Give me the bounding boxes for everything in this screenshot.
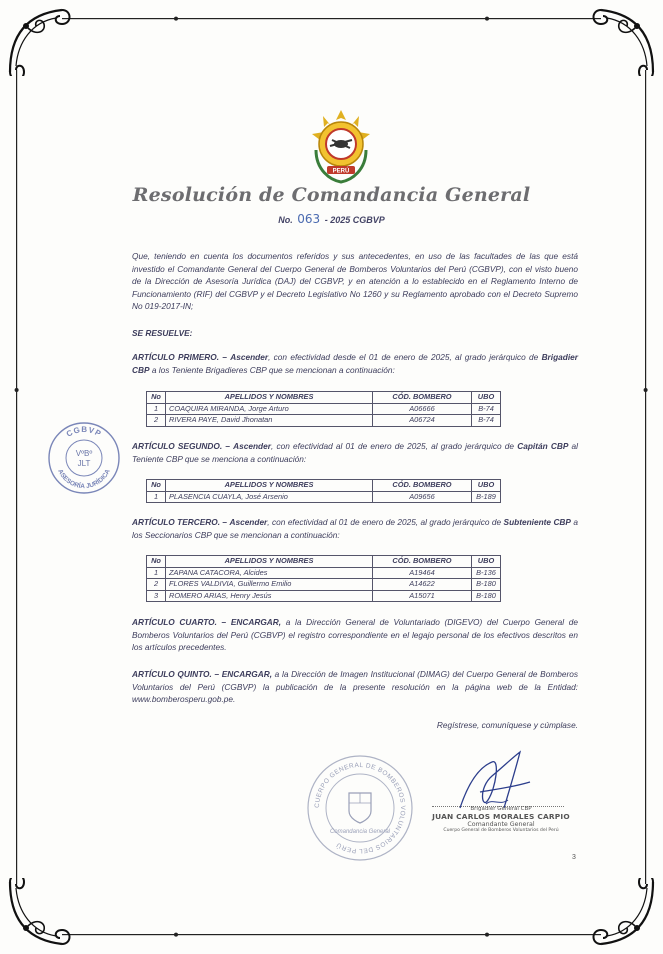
article-3-verb: Ascender [229,517,268,527]
signature-block [426,806,576,833]
cell-no: 1 [147,567,166,579]
signer-rank: Brigadier General CBP [470,806,532,812]
seal-left-initials: JLT [77,459,91,468]
article-1-rank: Brigadier CBP [132,352,578,375]
article-4 [132,616,578,654]
cell-name: PLASENCIA CUAYLA, José Arsenio [166,491,373,503]
corner-ornament-icon [587,6,657,76]
number-suffix: - 2025 CGBVP [324,215,385,225]
col-name: APELLIDOS Y NOMBRES [166,556,373,568]
resolves-heading: SE RESUELVE: [132,328,193,338]
article-1-text1: , con efectividad desde el 01 de enero de 2025, al grado jerárquico de [268,352,542,362]
cell-ubo: B-180 [472,590,501,602]
seal-left-vb: VºBº [75,449,93,458]
number-prefix: No. [278,215,293,225]
article-1-text2: a los Teniente Brigadieres CBP que se mencionan a continuación: [149,364,395,375]
col-code: CÓD. BOMBERO [373,480,472,492]
table-row [147,491,501,503]
cell-code: A15071 [373,590,472,602]
article-2 [132,440,578,465]
article-2-head: ARTÍCULO SEGUNDO. – [132,441,230,451]
cell-name: ZAPANA CATACORA, Alcides [166,567,373,579]
article-4-head: ARTÍCULO CUARTO. – ENCARGAR, [132,617,282,627]
preamble-text: Que, teniendo en cuenta los documentos referidos y sus antecedentes, en uso de las facultades de las que está investido el Comandante General del Cuerpo General de Bomberos Voluntarios del Perú (CGBVP), con el visto bueno de la Dirección de Asesoría Jurídica (DAJ) del CGBVP, y en atención a lo establecido en el Reglamento Interno de Funcionamiento (RIF) del CGBVP y el Decreto Legislativo No 1260 y su Reglamento aprobado con el Decreto Supremo No 019-2017-IN; [132,251,578,312]
table-row [147,415,501,427]
svg-text:CGBVP [65,425,103,439]
table-row [147,567,501,579]
article-3-rank: Subteniente CBP [503,517,571,527]
corner-ornament-icon [587,878,657,948]
preamble [132,250,578,313]
cell-code: A06666 [373,403,472,415]
col-name: APELLIDOS Y NOMBRES [166,392,373,404]
table-article-2 [146,479,501,503]
cell-ubo: B-136 [472,567,501,579]
seal-left-top: CGBVP [64,424,104,439]
article-2-rank: Capitán CBP [517,441,569,451]
article-1-head: ARTÍCULO PRIMERO. – [132,352,227,362]
col-ubo: UBO [472,556,501,568]
article-5-text: a la Dirección de Imagen Institucional (DIMAG) del Cuerpo General de Bomberos Voluntarios del Perú (CGBVP) la publicación de la presente resolución en la página web de la Entidad: www.bomberosperu.gob.pe. [132,669,578,705]
signer-org: Cuerpo General de Bomberos Voluntarios del Perú [443,828,559,833]
resolution-title: Resolución de Comandancia General [132,184,531,206]
cell-name: RIVERA PAYE, David Jhonatan [166,415,373,427]
svg-text:CUERPO GENERAL DE BOMBEROS VOL [314,762,406,854]
article-3 [132,516,578,541]
corner-ornament-icon [6,6,76,76]
table-header-row [147,556,501,568]
asesoria-juridica-stamp-icon [46,420,122,496]
page-number: 3 [572,854,576,861]
cell-name: ROMERO ARIAS, Henry Jesús [166,590,373,602]
cell-no: 1 [147,491,166,503]
signer-position: Comandante General [467,821,535,828]
article-3-text1: , con efectividad al 01 de enero de 2025, al grado jerárquico de [267,517,504,527]
seal-inner-text: Comandancia General [329,829,391,835]
cell-name: COAQUIRA MIRANDA, Jorge Arturo [166,403,373,415]
col-code: CÓD. BOMBERO [373,556,472,568]
article-3-text2: a los Seccionarios CBP que se mencionan a continuación: [132,517,579,540]
cell-code: A14622 [373,579,472,591]
col-no: No [147,392,166,404]
cell-code: A06724 [373,415,472,427]
handwritten-number: 063 [297,212,321,226]
col-no: No [147,480,166,492]
table-header-row [147,480,501,492]
table-row [147,403,501,415]
cell-no: 1 [147,403,166,415]
cell-code: A19464 [373,567,472,579]
article-5 [132,668,578,706]
article-2-verb: Ascender [233,441,271,451]
col-ubo: UBO [472,392,501,404]
table-header-row [147,392,501,404]
col-no: No [147,556,166,568]
article-3-head: ARTÍCULO TERCERO. – [132,517,228,527]
col-name: APELLIDOS Y NOMBRES [166,480,373,492]
article-5-head: ARTÍCULO QUINTO. – ENCARGAR, [132,669,273,679]
cell-ubo: B-74 [472,415,501,427]
comandancia-general-seal-icon [305,753,415,863]
cell-no: 3 [147,590,166,602]
article-2-text1: , con efectividad al 01 de enero de 2025, al grado jerárquico de [270,441,518,451]
col-ubo: UBO [472,480,501,492]
cell-ubo: B-180 [472,579,501,591]
table-row [147,590,501,602]
table-row [147,579,501,591]
seal-ring-text: CUERPO GENERAL DE BOMBEROS VOLUNTARIOS DEL PERÚ [313,761,407,855]
article-1 [132,351,578,376]
emblem-text: PERÚ [332,168,350,175]
table-article-1 [146,391,501,427]
article-1-verb: Ascender [230,352,269,362]
article-2-text2: al Teniente CBP que se menciona a continuación: [132,441,579,464]
resolution-number [0,212,663,226]
col-code: CÓD. BOMBERO [373,392,472,404]
corner-ornament-icon [6,878,76,948]
cell-ubo: B-74 [472,403,501,415]
bomberos-emblem-icon [310,110,372,184]
article-4-text: a la Dirección General de Voluntariado (DIGEVO) del Cuerpo General de Bomberos Voluntarios del Perú (CGBVP) el registro correspondiente en el legajo personal de los efectivos descritos en los artículos precedentes. [132,617,578,653]
cell-ubo: B-189 [472,491,501,503]
table-article-3 [146,555,501,602]
seal-left-bottom: ASESORÍA JURÍDICA [56,468,112,491]
signer-name: JUAN CARLOS MORALES CARPIO [432,812,570,821]
cell-name: FLORES VALDIVIA, Guillermo Emilio [166,579,373,591]
cell-no: 2 [147,579,166,591]
cell-no: 2 [147,415,166,427]
cell-code: A09656 [373,491,472,503]
closing-text: Regístrese, comuníquese y cúmplase. [436,720,578,730]
